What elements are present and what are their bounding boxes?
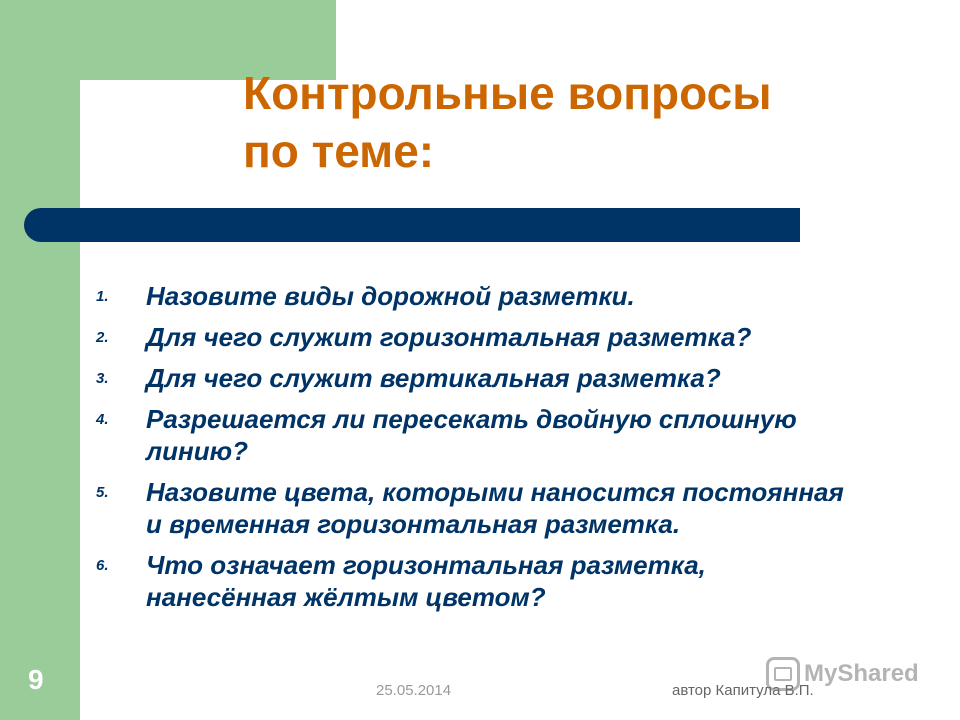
- watermark: [766, 654, 919, 694]
- question-item: [96, 476, 856, 540]
- question-item: [96, 549, 856, 613]
- question-number: 6.: [96, 557, 109, 574]
- question-item: [96, 403, 856, 467]
- question-text: Что означает горизонтальная разметка, нанесённая жёлтым цветом?: [146, 550, 706, 612]
- presentation-icon: [766, 657, 800, 691]
- question-item: [96, 321, 856, 353]
- question-text: Назовите цвета, которыми наносится постоянная и временная горизонтальная разметка.: [146, 477, 844, 539]
- title-divider-bar: [24, 208, 800, 242]
- left-green-band: [0, 0, 80, 720]
- question-number: 4.: [96, 411, 109, 428]
- rounded-corner: [80, 80, 200, 200]
- title-line-2: по теме:: [243, 125, 435, 177]
- slide-number: 9: [28, 664, 44, 695]
- question-number: 5.: [96, 484, 109, 501]
- question-text: Для чего служит вертикальная разметка?: [146, 363, 721, 393]
- question-item: [96, 280, 856, 312]
- footer-author: автор Капитула В.П.: [672, 682, 814, 699]
- question-text: Для чего служит горизонтальная разметка?: [146, 322, 752, 352]
- footer-date: 25.05.2014: [376, 682, 452, 699]
- slide-title: [243, 64, 923, 180]
- question-number: 2.: [96, 329, 109, 346]
- question-number: 1.: [96, 288, 109, 305]
- title-line-1: Контрольные вопросы: [243, 67, 772, 119]
- question-list: [96, 280, 856, 622]
- question-text: Назовите виды дорожной разметки.: [146, 281, 635, 311]
- question-item: [96, 362, 856, 394]
- watermark-text: MyShared: [804, 660, 919, 687]
- question-text: Разрешается ли пересекать двойную сплошную линию?: [146, 404, 797, 466]
- question-number: 3.: [96, 370, 109, 387]
